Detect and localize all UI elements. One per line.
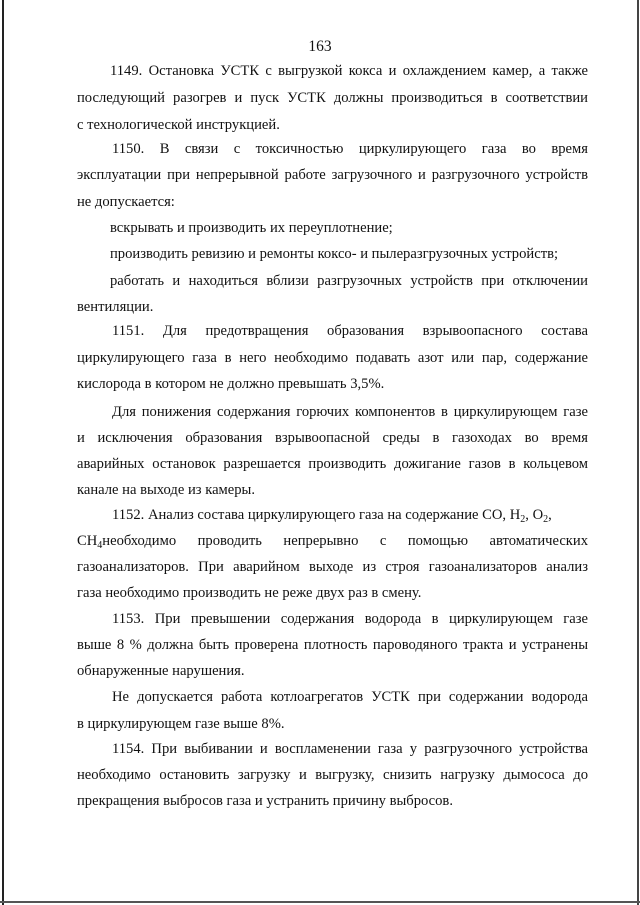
paragraph-1150-line-3: не допускается: <box>77 194 175 210</box>
paragraph-1153-line-1: 1153. При превышении содержания водорода в циркулирующем газе <box>112 611 588 627</box>
paragraph-1153b-line-1: Не допускается работа котлоагрегатов УСТК при содержании водорода <box>112 689 588 705</box>
paragraph-1153b-line-2: в циркулирующем газе выше 8%. <box>77 716 285 732</box>
paragraph-1153-line-3: обнаруженные нарушения. <box>77 663 245 679</box>
paragraph-1151-line-2: циркулирующего газа в него необходимо подавать азот или пар, содержание <box>77 350 588 366</box>
paragraph-1152-line-1: 1152. Анализ состава циркулирующего газа на содержание CO, $H_2$, $O_2$, <box>112 507 552 525</box>
paragraph-1152-line-3: газоанализаторов. При аварийном выходе из строя газоанализаторов анализ <box>77 559 588 575</box>
page-number: 163 <box>308 38 332 55</box>
scan-border-left <box>2 0 4 905</box>
paragraph-1154-line-1: 1154. При выбивании и воспламенении газа у разгрузочного устройства <box>112 741 588 757</box>
paragraph-1150-line-1: 1150. В связи с токсичностью циркулирующего газа во время <box>112 141 588 157</box>
paragraph-1153-line-2: выше 8 % должна быть проверена плотность пароводяного тракта и устранены <box>77 637 588 653</box>
paragraph-1152-line-4: газа необходимо производить не реже двух раз в смену. <box>77 585 422 601</box>
paragraph-1151b-line-3: аварийных остановок разрешается производить дожигание газов в кольцевом <box>77 456 588 472</box>
list-item-3-line-2: вентиляции. <box>77 299 154 315</box>
paragraph-1151b-line-2: и исключения образования взрывоопасной среды в газоходах во время <box>77 430 588 446</box>
scan-border-right <box>637 0 639 905</box>
paragraph-1152-line-2: $CH_4$ необходимо проводить непрерывно с помощью автоматических <box>77 533 588 551</box>
scan-border-bottom <box>0 901 640 903</box>
paragraph-1151b-line-1: Для понижения содержания горючих компонентов в циркулирующем газе <box>112 404 588 420</box>
paragraph-1151-line-1: 1151. Для предотвращения образования взрывоопасного состава <box>112 323 588 339</box>
paragraph-1149-line-1: 1149. Остановка УСТК с выгрузкой кокса и охлаждением камер, а также <box>110 63 588 79</box>
paragraph-1154-line-2: необходимо остановить загрузку и выгрузку, снизить нагрузку дымососа до <box>77 767 588 783</box>
paragraph-1150-line-2: эксплуатации при непрерывной работе загрузочного и разгрузочного устройств <box>77 167 588 183</box>
paragraph-1154-line-3: прекращения выбросов газа и устранить причину выбросов. <box>77 793 453 809</box>
paragraph-1151b-line-4: канале на выходе из камеры. <box>77 482 256 498</box>
list-item-2: производить ревизию и ремонты коксо- и пылеразгрузочных устройств; <box>110 246 559 262</box>
list-item-1: вскрывать и производить их переуплотнение; <box>110 220 393 236</box>
paragraph-1151-line-3: кислорода в котором не должно превышать 3,5%. <box>77 376 385 392</box>
list-item-3-line-1: работать и находиться вблизи разгрузочных устройств при отключении <box>110 273 588 289</box>
paragraph-1149-line-3: с технологической инструкцией. <box>77 117 280 133</box>
paragraph-1149-line-2: последующий разогрев и пуск УСТК должны производиться в соответствии <box>77 90 588 106</box>
